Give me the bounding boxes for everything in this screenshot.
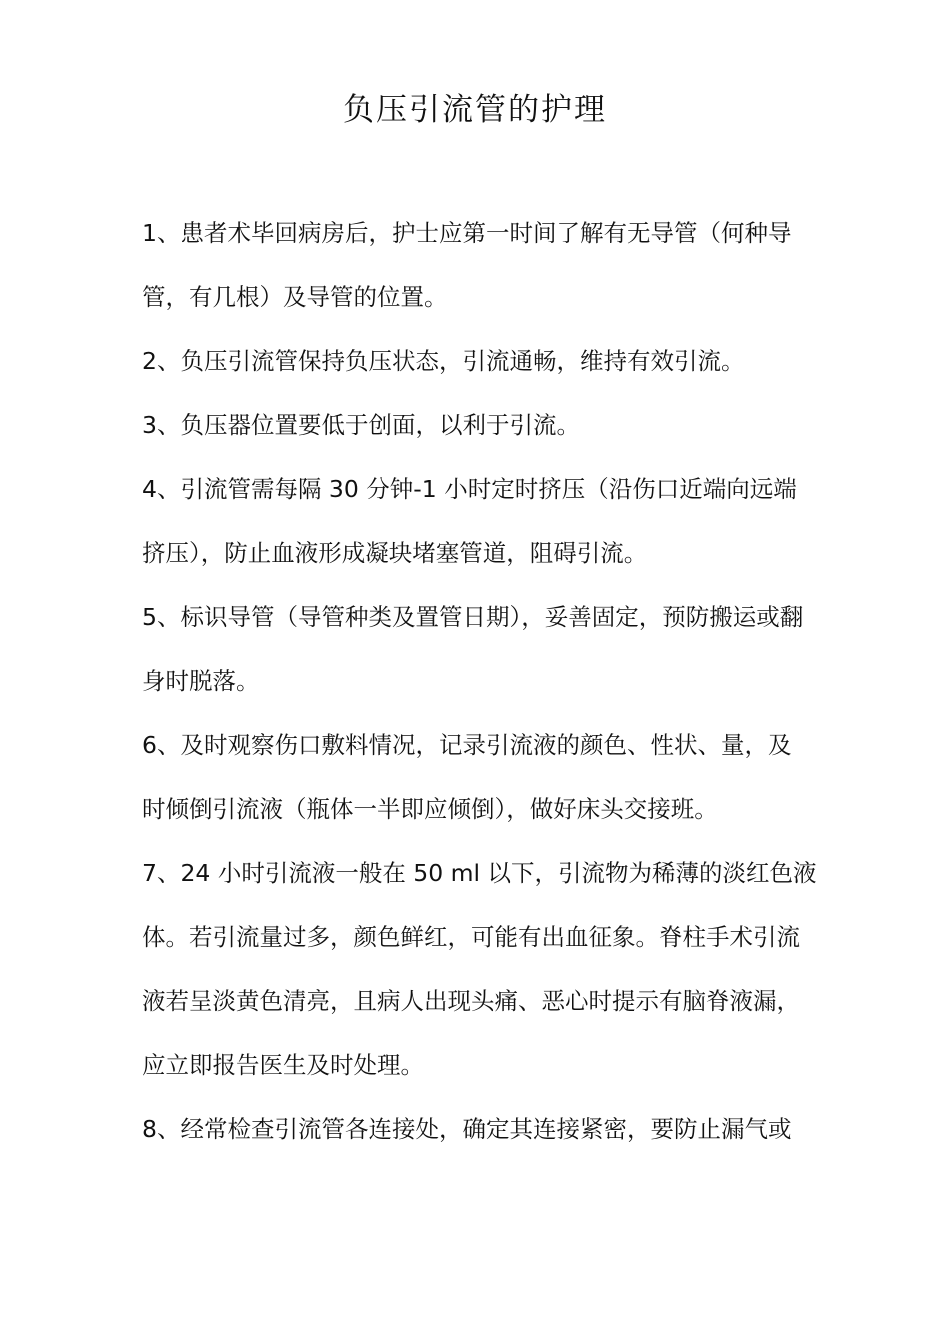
text-line-item2: 2、负压引流管保持负压状态，引流通畅，维持有效引流。: [142, 347, 745, 375]
text-line-item6-a: 6、及时观察伤口敷料情况，记录引流液的颜色、性状、量，及: [142, 731, 792, 759]
text-line-item1-b: 管，有几根）及导管的位置。: [142, 283, 448, 311]
text-line-item4-b: 挤压），防止血液形成凝块堵塞管道，阻碍引流。: [142, 539, 648, 567]
text-line-item8-a: 8、经常检查引流管各连接处，确定其连接紧密，要防止漏气或: [142, 1115, 792, 1143]
text-line-item7-d: 应立即报告医生及时处理。: [142, 1051, 424, 1079]
text-line-item7-b: 体。若引流量过多，颜色鲜红，可能有出血征象。脊柱手术引流: [142, 923, 800, 951]
document-body: [142, 201, 822, 1161]
text-line-item1-a: 1、患者术毕回病房后，护士应第一时间了解有无导管（何种导: [142, 219, 792, 247]
document-title: 负压引流管的护理: [343, 92, 607, 128]
text-line-item7-c: 液若呈淡黄色清亮，且病人出现头痛、恶心时提示有脑脊液漏，: [142, 987, 800, 1015]
text-line-item3: 3、负压器位置要低于创面，以利于引流。: [142, 411, 580, 439]
text-line-item5-b: 身时脱落。: [142, 667, 260, 695]
text-line-item7-a: 7、24 小时引流液一般在 50 ml 以下，引流物为稀薄的淡红色液: [142, 859, 817, 887]
text-line-item5-a: 5、标识导管（导管种类及置管日期），妥善固定，预防搬运或翻: [142, 603, 804, 631]
text-line-item4-a: 4、引流管需每隔 30 分钟-1 小时定时挤压（沿伤口近端向远端: [142, 475, 797, 503]
text-line-item6-b: 时倾倒引流液（瓶体一半即应倾倒），做好床头交接班。: [142, 795, 718, 823]
